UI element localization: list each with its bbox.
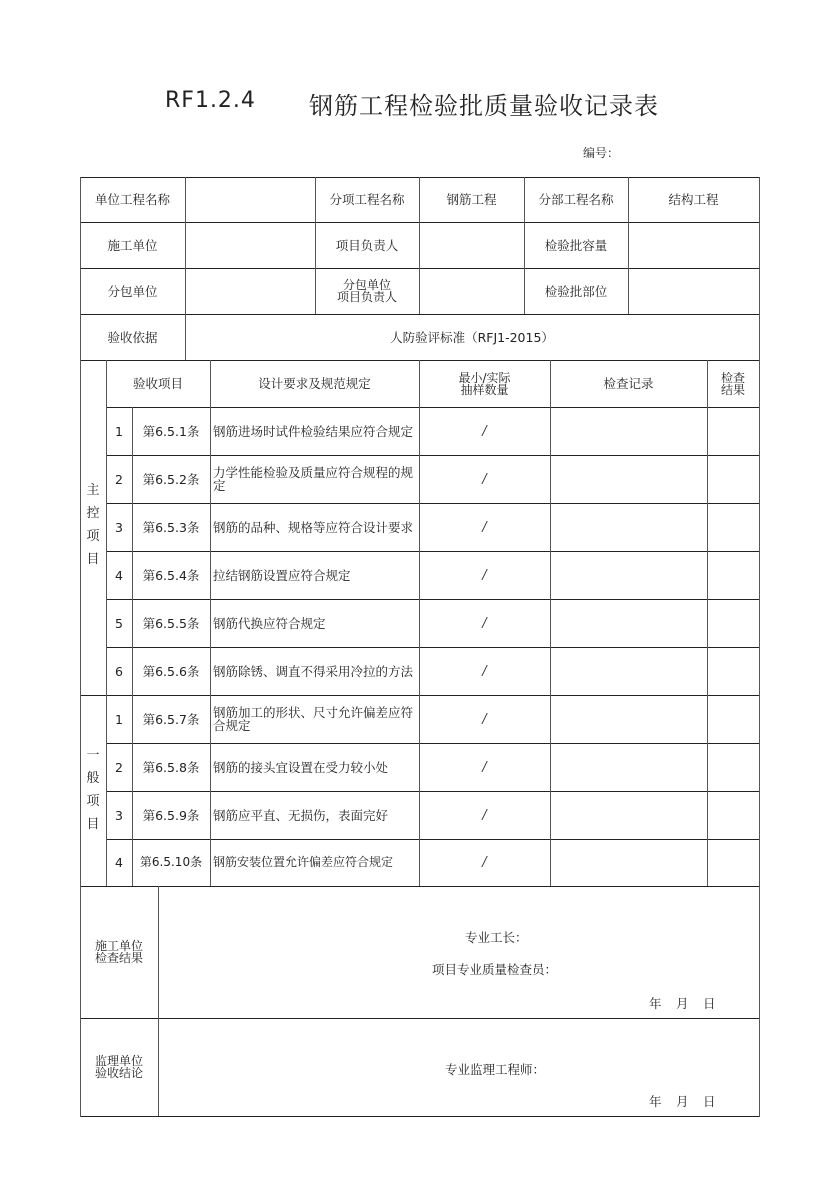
item-clause: 第6.5.2条: [142, 471, 200, 487]
unit-project-value[interactable]: [185, 177, 315, 222]
item-record[interactable]: [550, 743, 707, 791]
item-clause: 第6.5.8条: [142, 759, 200, 775]
page-title: 钢筋工程检验批质量验收记录表: [309, 92, 659, 120]
construction-unit-value[interactable]: [185, 222, 315, 268]
item-result[interactable]: [707, 407, 759, 455]
division-value[interactable]: 结构工程: [668, 192, 719, 207]
form-code: RF1.2.4: [165, 88, 256, 113]
construction-check-label-line2: 检查结果: [94, 951, 143, 965]
supervising-engineer-signature-label: 专业监理工程师：: [445, 1062, 546, 1077]
construction-unit-label: 施工单位: [107, 237, 158, 253]
item-result[interactable]: [707, 551, 759, 599]
table-border-bottom: [80, 1116, 760, 1117]
division-label: 分部工程名称: [538, 192, 614, 207]
item-clause: 第6.5.7条: [142, 711, 200, 727]
subcontractor-label: 分包单位: [107, 283, 158, 299]
item-result[interactable]: [707, 647, 759, 695]
basis-label: 验收依据: [107, 329, 158, 345]
item-requirement: 力学性能检验及质量应符合规程的规定: [213, 465, 414, 493]
item-sample[interactable]: /: [482, 663, 487, 679]
date-month-label: 月: [676, 1094, 689, 1109]
item-result[interactable]: [707, 599, 759, 647]
item-record[interactable]: [550, 551, 707, 599]
serial-number-label: 编号：: [583, 146, 620, 160]
result-header-line2: 结果: [720, 382, 745, 397]
item-clause: 第6.5.1条: [142, 423, 200, 439]
general-label-char: 项: [86, 794, 100, 809]
item-record[interactable]: [550, 455, 707, 503]
item-sample[interactable]: /: [482, 855, 487, 870]
item-requirement: 钢筋安装位置允许偏差应符合规定: [213, 855, 394, 869]
requirement-header: 设计要求及规范规定: [258, 376, 371, 391]
basis-value: 人防验评标准（RFJ1-2015）: [390, 329, 554, 345]
item-sample[interactable]: /: [482, 615, 487, 631]
item-record[interactable]: [550, 791, 707, 839]
sub-item-label: 分项工程名称: [329, 192, 405, 207]
general-label-char: 般: [86, 771, 100, 786]
item-record[interactable]: [550, 503, 707, 551]
item-number: 3: [115, 807, 123, 823]
supervision-label: [80, 1018, 158, 1116]
construction-check-label-line1: 施工单位: [94, 939, 143, 953]
sample-header-line1: 最小/实际: [458, 370, 511, 385]
date-year-label: 年: [649, 996, 662, 1011]
item-sample[interactable]: /: [482, 471, 487, 487]
construction-check-area[interactable]: [158, 886, 759, 1018]
item-sample[interactable]: /: [482, 759, 487, 775]
general-label-char: 目: [86, 817, 100, 832]
item-number: 6: [115, 663, 123, 679]
item-requirement: 钢筋加工的形状、尺寸允许偏差应符合规定: [213, 705, 414, 733]
item-clause: 第6.5.6条: [142, 663, 200, 679]
batch-location-value[interactable]: [628, 268, 759, 314]
item-result[interactable]: [707, 839, 759, 886]
item-record[interactable]: [550, 647, 707, 695]
main-control-group-label: [80, 455, 106, 595]
item-clause: 第6.5.3条: [142, 519, 200, 535]
foreman-signature-label: 专业工长：: [465, 930, 528, 945]
item-sample[interactable]: /: [482, 711, 487, 727]
item-number: 1: [115, 711, 123, 727]
subcontractor-manager-label: [315, 268, 419, 314]
item-requirement: 钢筋应平直、无损伤，表面完好: [213, 807, 389, 823]
item-number: 4: [115, 855, 123, 870]
general-label-char: 一: [86, 748, 100, 763]
item-number: 4: [115, 567, 123, 583]
item-result[interactable]: [707, 743, 759, 791]
item-result[interactable]: [707, 455, 759, 503]
item-sample[interactable]: /: [482, 519, 487, 535]
supervision-label-line2: 验收结论: [94, 1066, 143, 1080]
batch-capacity-label: 检验批容量: [544, 237, 608, 253]
subcontractor-manager-label-line2: 项目负责人: [336, 290, 397, 304]
item-requirement: 拉结钢筋设置应符合规定: [213, 567, 351, 583]
sub-item-value[interactable]: 钢筋工程: [446, 192, 497, 207]
item-result[interactable]: [707, 503, 759, 551]
date-day-label: 日: [703, 1094, 716, 1109]
construction-check-label: [80, 886, 158, 1018]
subcontractor-value[interactable]: [185, 268, 315, 314]
project-manager-value[interactable]: [419, 222, 524, 268]
item-number: 2: [115, 471, 123, 487]
item-sample[interactable]: /: [482, 567, 487, 583]
item-requirement: 钢筋代换应符合规定: [213, 615, 326, 631]
unit-project-label: 单位工程名称: [94, 192, 170, 207]
item-record[interactable]: [550, 407, 707, 455]
item-sample[interactable]: /: [482, 807, 487, 823]
general-group-label: [80, 740, 106, 840]
item-requirement: 钢筋进场时试件检验结果应符合规定: [213, 423, 414, 439]
item-record[interactable]: [550, 695, 707, 743]
table-border-right: [759, 177, 760, 1117]
item-number: 3: [115, 519, 123, 535]
item-requirement: 钢筋除锈、调直不得采用冷拉的方法: [213, 663, 414, 679]
batch-capacity-value[interactable]: [628, 222, 759, 268]
date-year-label: 年: [649, 1094, 662, 1109]
item-clause: 第6.5.9条: [142, 807, 200, 823]
item-number: 5: [115, 615, 123, 631]
supervision-label-line1: 监理单位: [94, 1054, 143, 1068]
sample-header-line2: 抽样数量: [460, 382, 509, 397]
date-month-label: 月: [676, 996, 689, 1011]
item-record[interactable]: [550, 839, 707, 886]
item-requirement: 钢筋的接头宜设置在受力较小处: [213, 759, 389, 775]
item-sample[interactable]: /: [482, 423, 487, 439]
sample-header: [419, 360, 550, 407]
quality-inspector-signature-label: 项目专业质量检查员：: [432, 962, 558, 977]
item-clause: 第6.5.5条: [142, 615, 200, 631]
batch-location-label: 检验批部位: [544, 283, 608, 299]
main-control-label-char: 目: [86, 552, 100, 567]
item-number: 1: [115, 423, 123, 439]
item-requirement: 钢筋的品种、规格等应符合设计要求: [213, 519, 414, 535]
supervision-area[interactable]: [158, 1018, 759, 1116]
project-manager-label: 项目负责人: [335, 237, 399, 253]
record-header: 检查记录: [603, 376, 654, 391]
item-clause: 第6.5.10条: [139, 855, 203, 869]
item-number: 2: [115, 759, 123, 775]
result-header-line1: 检查: [720, 370, 745, 385]
item-clause: 第6.5.4条: [142, 567, 200, 583]
main-control-label-char: 控: [86, 506, 100, 521]
item-record[interactable]: [550, 599, 707, 647]
date-day-label: 日: [703, 996, 716, 1011]
item-header: 验收项目: [132, 376, 183, 391]
result-header: [707, 360, 759, 407]
main-control-label-char: 项: [86, 529, 100, 544]
item-result[interactable]: [707, 791, 759, 839]
item-result[interactable]: [707, 695, 759, 743]
subcontractor-manager-label-line1: 分包单位: [342, 278, 391, 292]
subcontractor-manager-value[interactable]: [419, 268, 524, 314]
main-control-label-char: 主: [86, 483, 100, 498]
